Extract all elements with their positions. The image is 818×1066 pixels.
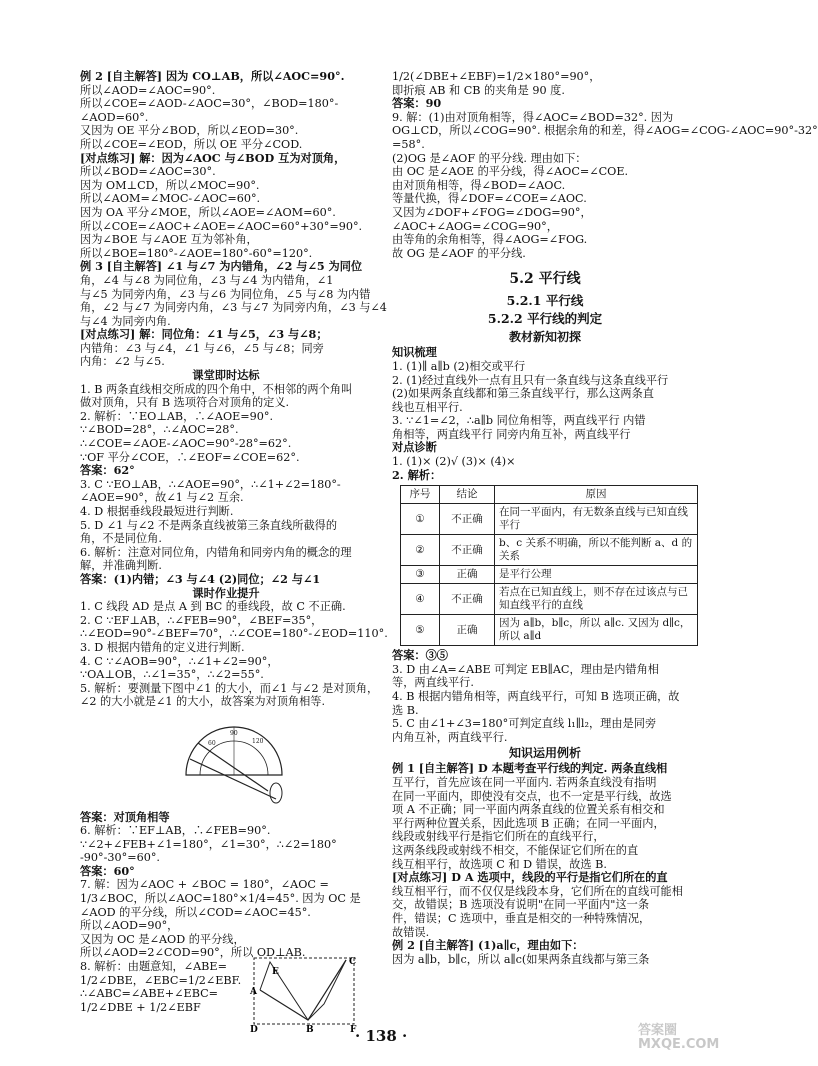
- text-line: 又因为 OC 是∠AOD 的平分线，: [80, 932, 245, 946]
- text-line: 6. 解析：注意对同位角，内错角和同旁内角的概念的理: [80, 545, 352, 559]
- text-line: 3. D 根据内错角的定义进行判断.: [80, 640, 245, 654]
- text-line: 答案：(1)内错；∠3 与∠4 (2)同位；∠2 与∠1: [80, 571, 321, 586]
- text-line: [对点练习] 解：同位角：∠1 与∠5，∠3 与∠8；: [80, 327, 328, 342]
- text-line: 所以∠AOD=2∠COD=90°，所以 OD⊥AB.: [80, 946, 306, 960]
- text-line: 与∠4 为同旁内角.: [80, 314, 171, 328]
- heading-application: 知识运用例析: [508, 746, 581, 761]
- text-line: 答案：对顶角相等: [80, 809, 170, 824]
- table-row: [401, 504, 698, 535]
- text-line: 故错误.: [392, 925, 430, 939]
- text-line: 答案：62°: [80, 463, 135, 478]
- text-line: 2. C ∵EF⊥AB，∴∠FEB=90°，∠BEF=35°，: [80, 613, 323, 627]
- text-line: 所以∠COE=∠EOD，所以 OE 平分∠COD.: [80, 137, 303, 151]
- right-text-block-2: [392, 346, 698, 482]
- text-line: 由 OC 是∠AOE 的平分线，得∠AOC=∠COE.: [392, 165, 629, 179]
- text-line: ∴∠EOD=90°-∠BEF=70°，∴∠COE=180°-∠EOD=110°.: [80, 627, 388, 641]
- table-cell: 不正确: [440, 504, 495, 535]
- text-line: (2)如果两条直线都和第三条直线平行，那么这两条直: [392, 387, 654, 401]
- subsection2-title: 5.2.2 平行线的判定: [487, 311, 603, 327]
- text-line: 例 3 [自主解答] ∠1 与∠7 为内错角，∠2 与∠5 为同位: [80, 259, 363, 274]
- table-cell: 因为 a∥b，b∥c，所以 a∥c. 又因为 d∥c，所以 a∥d: [495, 615, 698, 646]
- text-line: 1. B 两条直线相交所成的四个角中，不相邻的两个角叫: [80, 382, 353, 396]
- text-line: 线互相平行，而不仅仅是线段本身，它们所在的直线可能相: [392, 884, 683, 898]
- table-cell: 在同一平面内，有无数条直线与已知直线平行: [495, 504, 698, 535]
- svg-text:60: 60: [208, 739, 216, 747]
- table-row: [401, 566, 698, 584]
- text-line: 5. D ∠1 与∠2 不是两条直线被第三条直线所截得的: [80, 518, 338, 532]
- text-line: 内错角：∠3 与∠4，∠1 与∠6，∠5 与∠8；同旁: [80, 341, 324, 355]
- text-line: 所以∠BOD=∠AOC=30°.: [80, 165, 216, 179]
- svg-text:90: 90: [230, 729, 238, 737]
- text-line: 5. C 由∠1+∠3=180°可判定直线 l₁∥l₂，理由是同旁: [392, 717, 657, 731]
- text-line: 即折痕 AB 和 CB 的夹角是 90 度.: [392, 83, 565, 97]
- text-line: 故 OG 是∠AOF 的平分线.: [392, 246, 526, 260]
- text-line: 2. 解析：∵EO⊥AB，∴∠AOE=90°.: [80, 409, 274, 423]
- text-line: =58°.: [392, 137, 425, 151]
- text-line: 1/2∠DBE + 1/2∠EBF: [80, 1000, 201, 1014]
- text-line: 所以∠AOM=∠MOC-∠AOC=60°.: [80, 192, 261, 206]
- text-line: 线也互相平行.: [392, 400, 463, 414]
- label-f: F: [350, 1025, 357, 1036]
- protractor-figure: [180, 713, 372, 807]
- text-line: ∠AOC+∠AOG=∠COG=90°，: [392, 219, 558, 233]
- text-line: 4. C ∵∠AOB=90°，∴∠1+∠2=90°，: [80, 654, 279, 668]
- table-header: 结论: [440, 486, 495, 504]
- text-line: 角，∠2 与∠7 为同旁内角，∠3 与∠7 为同旁内角，∠3 与∠4: [80, 301, 387, 315]
- text-line: ∴∠ABC=∠ABE+∠EBC=: [80, 987, 219, 1001]
- text-line: OG⊥CD，所以∠COG=90°. 根据余角的和差，得∠AOG=∠COG-∠AOC=90°-32°: [392, 124, 818, 138]
- text-line: 7. 解：因为∠AOC + ∠BOC = 180°，∠AOC =: [80, 878, 329, 892]
- text-line: 课堂即时达标: [192, 368, 260, 383]
- text-line: -90°-30°=60°.: [80, 851, 160, 865]
- text-line: 1/3∠BOC，所以∠AOC=180°×1/4=45°. 因为 OC 是: [80, 892, 361, 906]
- text-line: 平行两种位置关系，因此选项 B 正确；在同一平面内，: [392, 816, 665, 830]
- text-line: 角，∠4 与∠8 为同位角，∠3 与∠4 为内错角，∠1: [80, 273, 334, 287]
- label-b: B: [306, 1025, 314, 1036]
- text-line: 线段或射线平行是指它们所在的直线平行，: [392, 830, 605, 844]
- text-line: 在同一平面内，即使没有交点，也不一定是平行线，故选: [392, 789, 672, 803]
- table-cell: ①: [401, 504, 440, 535]
- text-line: 对点诊断: [392, 440, 437, 455]
- section-title: 5.2 平行线: [509, 271, 581, 288]
- text-line: 与∠5 为同旁内角，∠3 与∠6 为同位角，∠5 与∠8 为内错: [80, 287, 371, 301]
- text-line: 例 2 [自主解答] (1)a∥c，理由如下：: [392, 938, 584, 953]
- text-line: 5. 解析：要测量下图中∠1 的大小，而∠1 与∠2 是对顶角，: [80, 681, 379, 695]
- text-line: ∴∠COE=∠AOE-∠AOC=90°-28°=62°.: [80, 437, 292, 451]
- right-column: [392, 70, 818, 966]
- label-d: D: [250, 1025, 258, 1036]
- text-line: 又因为 OE 平分∠BOD，所以∠EOD=30°.: [80, 124, 299, 138]
- text-line: 1/2∠DBE，∠EBC=1/2∠EBF.: [80, 973, 242, 987]
- text-line: 2. (1)经过直线外一点有且只有一条直线与这条直线平行: [392, 373, 669, 387]
- text-line: ∠2 的大小就是∠1 的大小，故答案为对顶角相等.: [80, 695, 326, 709]
- text-line: 所以∠COE=∠AOC+∠AOE=∠AOC=60°+30°=90°.: [80, 219, 363, 233]
- text-line: ∠AOE=90°，故∠1 与∠2 互余.: [80, 491, 244, 505]
- text-line: 所以∠COE=∠AOD-∠AOC=30°，∠BOD=180°-: [80, 97, 339, 111]
- text-line: ∵OA⊥OB，∴∠1=35°，∴∠2=55°.: [80, 668, 264, 682]
- watermark: 答案圈 MXQE.COM: [638, 1023, 720, 1052]
- page-number: · 138 ·: [355, 1027, 408, 1045]
- text-line: 做对顶角，只有 B 选项符合对顶角的定义.: [80, 396, 290, 410]
- text-line: [对点练习] 解：因为∠AOC 与∠BOD 互为对顶角，: [80, 150, 346, 165]
- text-line: 1. (1)× (2)√ (3)× (4)×: [392, 455, 516, 469]
- text-line: 所以∠BOE=180°-∠AOE=180°-60°=120°.: [80, 246, 313, 260]
- text-line: 2. 解析：: [392, 467, 442, 482]
- text-line: 4. D 根据垂线段最短进行判断.: [80, 505, 234, 518]
- label-e: E: [272, 967, 279, 978]
- table-cell: 若点在已知直线上，则不存在过该点与已知直线平行的直线: [495, 584, 698, 615]
- text-line: 交，故错误；B 选项没有说明"在同一平面内"这一条: [392, 898, 650, 912]
- text-line: 所以∠AOD=∠AOC=90°.: [80, 83, 216, 97]
- text-line: 内角：∠2 与∠5.: [80, 355, 165, 369]
- fold-figure: [250, 954, 372, 1038]
- text-line: 由等角的余角相等，得∠AOG=∠FOG.: [392, 233, 588, 247]
- text-line: 因为 OM⊥CD，所以∠MOC=90°.: [80, 178, 260, 192]
- text-line: 因为 OA 平分∠MOE，所以∠AOE=∠AOM=60°.: [80, 205, 336, 219]
- table-row: [401, 535, 698, 566]
- text-line: (2)OG 是∠AOF 的平分线. 理由如下：: [392, 151, 587, 165]
- subsection-title: 5.2.1 平行线: [506, 293, 584, 309]
- left-text-block: [80, 69, 388, 709]
- text-line: 3. C ∵EO⊥AB，∴∠AOE=90°，∴∠1+∠2=180°-: [80, 477, 341, 491]
- right-text-block-4: [392, 762, 698, 966]
- text-line: 3. ∵∠1=∠2，∴a∥b 同位角相等，两直线平行 内错: [392, 414, 646, 428]
- text-line: ∠AOD=60°.: [80, 110, 149, 124]
- table-header: 序号: [401, 486, 440, 504]
- text-line: 答案：90: [392, 96, 442, 111]
- table-cell: ③: [401, 566, 440, 584]
- text-line: 又因为∠DOF+∠FOG=∠DOG=90°，: [392, 205, 592, 219]
- text-line: ∵∠2+∠FEB+∠1=180°，∠1=30°，∴∠2=180°: [80, 837, 337, 851]
- table-cell: 正确: [440, 615, 495, 646]
- text-line: 由对顶角相等，得∠BOD=∠AOC.: [392, 178, 566, 192]
- text-line: 1. C 线段 AD 是点 A 到 BC 的垂线段，故 C 不正确.: [80, 600, 346, 614]
- text-line: 所以∠AOD=90°，: [80, 919, 179, 933]
- label-c: C: [349, 957, 357, 968]
- text-line: 因为 a∥b，b∥c，所以 a∥c(如果两条直线都与第三条: [392, 952, 650, 966]
- text-line: 3. D 由∠A=∠ABE 可判定 EB∥AC，理由是内错角相: [392, 662, 659, 676]
- text-line: 例 2 [自主解答] 因为 CO⊥AB，所以∠AOC=90°.: [80, 69, 345, 83]
- answer-table: [400, 485, 698, 646]
- table-cell: ④: [401, 584, 440, 615]
- text-line: 选 B.: [392, 703, 419, 717]
- right-text-block: [392, 70, 818, 260]
- text-line: 等，两直线平行.: [392, 676, 474, 690]
- table-cell: 是平行公理: [495, 566, 698, 584]
- text-line: 9. 解：(1)由对顶角相等，得∠AOC=∠BOD=32°. 因为: [392, 110, 674, 124]
- text-line: [对点练习] D A 选项中，线段的平行是指它们所在的直: [392, 870, 668, 885]
- table-row: [401, 584, 698, 615]
- text-line: 答案：60°: [80, 863, 135, 878]
- text-line: 等量代换，得∠DOF=∠COE=∠AOC.: [392, 192, 587, 206]
- table-cell: 不正确: [440, 535, 495, 566]
- text-line: 4. B 根据内错角相等，两直线平行，可知 B 选项正确，故: [392, 690, 680, 704]
- heading-new-knowledge: 教材新知初探: [508, 330, 581, 345]
- table-cell: b、c 关系不明确，所以不能判断 a、d 的关系: [495, 535, 698, 566]
- text-line: 课时作业提升: [192, 585, 260, 600]
- label-a: A: [250, 987, 257, 998]
- text-line: 6. 解析：∵EF⊥AB，∴∠FEB=90°.: [80, 824, 271, 838]
- text-line: ∵OF 平分∠COE，∴∠EOF=∠COE=62°.: [80, 450, 300, 464]
- table-cell: ⑤: [401, 615, 440, 646]
- svg-text:120: 120: [252, 737, 264, 745]
- text-line: 1. (1)∥ a∥b (2)相交或平行: [392, 359, 526, 373]
- table-cell: ②: [401, 535, 440, 566]
- table-row: [401, 615, 698, 646]
- text-line: 线互相平行，故选项 C 和 D 错误，故选 B.: [392, 857, 607, 871]
- text-line: 角，不是同位角.: [80, 532, 162, 546]
- text-line: 1/2(∠DBE+∠EBF)=1/2×180°=90°，: [392, 70, 601, 83]
- text-line: 答案：③⑤: [392, 648, 448, 663]
- table-cell: 不正确: [440, 584, 495, 615]
- text-line: 件，错误；C 选项中，垂直是相交的一种特殊情况，: [392, 911, 651, 925]
- text-line: 互平行，首先应该在同一平面内. 若两条直线没有指明: [392, 776, 657, 789]
- table-header: 原因: [495, 486, 698, 504]
- text-line: 项 A 不正确；同一平面内两条直线的位置关系有相交和: [392, 803, 665, 817]
- text-line: 例 1 [自主解答] D 本题考查平行线的判定. 两条直线相: [392, 761, 668, 776]
- right-text-block-3: [392, 649, 698, 744]
- text-line: 角相等，两直线平行 同旁内角互补，两直线平行: [392, 427, 631, 441]
- text-line: 知识梳理: [392, 345, 437, 360]
- text-line: 因为∠BOE 与∠AOE 互为邻补角，: [80, 233, 258, 247]
- text-line: 解，并准确判断.: [80, 559, 162, 573]
- text-line: 这两条线段或射线不相交，不能保证它们所在的直: [392, 843, 639, 857]
- text-line: ∵∠BOD=28°，∴∠AOC=28°.: [80, 423, 239, 437]
- text-line: ∠AOD 的平分线，所以∠COD=∠AOC=45°.: [80, 905, 311, 919]
- text-line: 8. 解析：由题意知，∠ABE=: [80, 960, 227, 974]
- text-line: 内角互补，两直线平行.: [392, 730, 508, 744]
- table-cell: 正确: [440, 566, 495, 584]
